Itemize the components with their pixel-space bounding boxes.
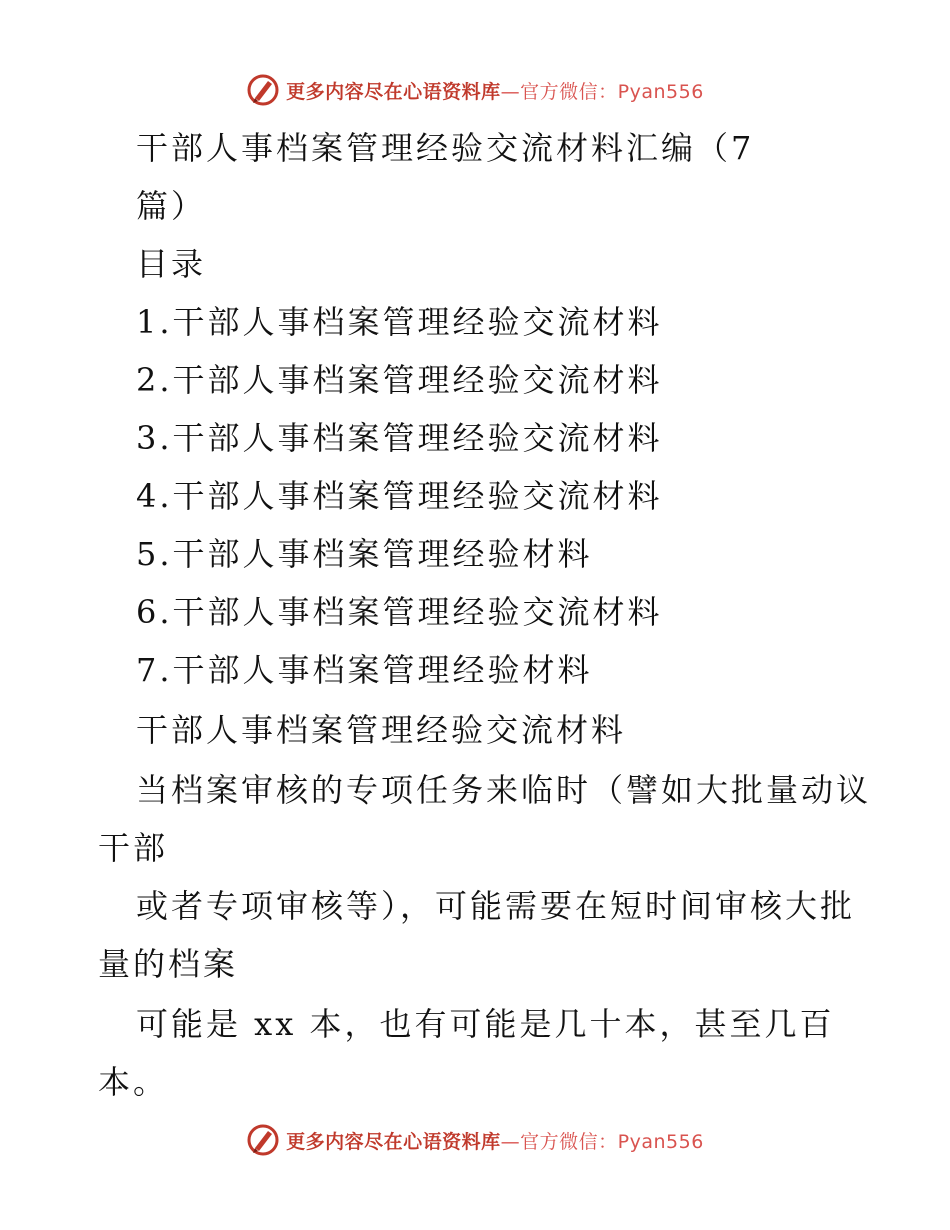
toc-item-3: 3.干部人事档案管理经验交流材料 <box>136 419 663 457</box>
toc-item-2: 2.干部人事档案管理经验交流材料 <box>136 361 663 399</box>
pen-logo-icon <box>246 73 280 107</box>
doc-title-line-2: 篇） <box>136 187 207 225</box>
toc-item-5: 5.干部人事档案管理经验材料 <box>136 535 593 573</box>
paragraph-line-1: 当档案审核的专项任务来临时（譬如大批量动议 <box>136 771 872 809</box>
toc-item-6: 6.干部人事档案管理经验交流材料 <box>136 593 663 631</box>
toc-item-7: 7.干部人事档案管理经验材料 <box>136 651 593 689</box>
toc-item-1: 1.干部人事档案管理经验交流材料 <box>136 303 663 341</box>
paragraph-line-4: 量的档案 <box>98 945 239 983</box>
footer-watermark <box>0 1120 950 1160</box>
watermark-wechat: —官方微信：Pyan556 <box>500 80 704 103</box>
paragraph-line-2: 干部 <box>98 829 169 867</box>
header-watermark <box>0 70 950 110</box>
paragraph-line-5: 可能是 xx 本，也有可能是几十本，甚至几百 <box>136 1005 835 1043</box>
section-title: 干部人事档案管理经验交流材料 <box>136 711 627 749</box>
watermark-text <box>286 77 704 104</box>
paragraph-line-3: 或者专项审核等），可能需要在短时间审核大批 <box>136 887 856 925</box>
pen-logo-icon <box>246 1123 280 1157</box>
watermark-brand: 更多内容尽在心语资料库 <box>286 1130 501 1153</box>
watermark-brand: 更多内容尽在心语资料库 <box>286 80 501 103</box>
doc-title-line-1: 干部人事档案管理经验交流材料汇编（7 <box>136 129 755 167</box>
toc-heading: 目录 <box>136 245 207 283</box>
watermark-text <box>286 1127 704 1154</box>
watermark-wechat: —官方微信：Pyan556 <box>500 1130 704 1153</box>
toc-item-4: 4.干部人事档案管理经验交流材料 <box>136 477 663 515</box>
paragraph-line-6: 本。 <box>98 1063 169 1101</box>
